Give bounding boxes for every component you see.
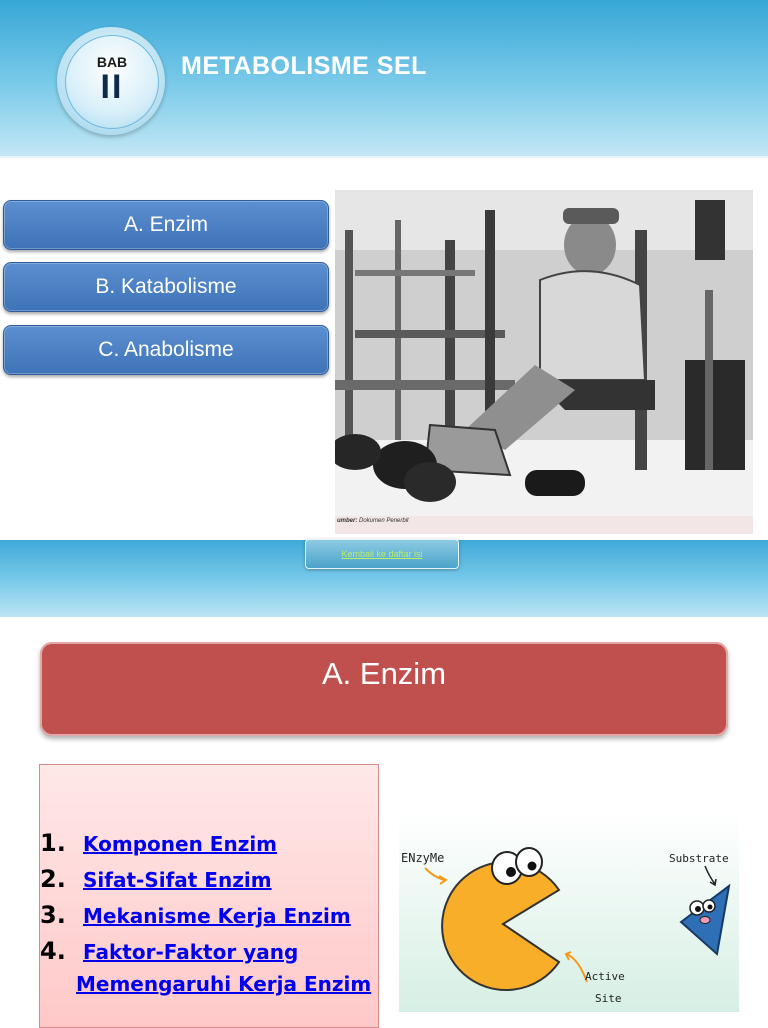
menu-button-katabolisme[interactable]: B. Katabolisme [3, 262, 329, 312]
topic-link-komponen[interactable]: Komponen Enzim [83, 832, 278, 856]
active-label: Active [585, 970, 625, 983]
menu-button-enzim[interactable]: A. Enzim [3, 200, 329, 250]
chapter-badge-inner [65, 35, 159, 129]
gym-photo [335, 190, 753, 534]
topic-link-faktor[interactable]: Faktor-Faktor yang [83, 940, 299, 964]
bab-label: BAB [96, 54, 128, 70]
enzyme-illustration [399, 812, 739, 1012]
section-banner [40, 642, 728, 736]
bab-number: II [100, 68, 124, 106]
topic-number: 1. [40, 829, 66, 857]
back-to-contents-button[interactable]: Kembali ke daftar isi [305, 539, 459, 569]
topic-link-mekanisme[interactable]: Mekanisme Kerja Enzim [83, 904, 351, 928]
topic-link-faktor-line2[interactable]: Memengaruhi Kerja Enzim [76, 972, 372, 996]
topic-number: 2. [40, 865, 66, 893]
chapter-badge [57, 27, 165, 135]
enzyme-substrate-drawing [399, 812, 739, 1012]
caption-text: Dokumen Penerbit [357, 518, 409, 524]
topic-link-sifat[interactable]: Sifat-Sifat Enzim [83, 868, 272, 892]
substrate-label: Substrate [669, 852, 729, 865]
site-label: Site [595, 992, 622, 1005]
section-title: A. Enzim [321, 656, 447, 691]
gym-photo-image [335, 190, 753, 516]
topic-number: 3. [40, 901, 66, 929]
chapter-title: METABOLISME SEL [181, 52, 427, 80]
enzyme-label: ENzyMe [401, 851, 445, 865]
caption-prefix: umber: [337, 518, 358, 524]
topic-number: 4. [40, 937, 66, 965]
topic-list [39, 764, 379, 1028]
header-band [0, 0, 768, 158]
menu-button-anabolisme[interactable]: C. Anabolisme [3, 325, 329, 375]
photo-caption [337, 518, 409, 524]
